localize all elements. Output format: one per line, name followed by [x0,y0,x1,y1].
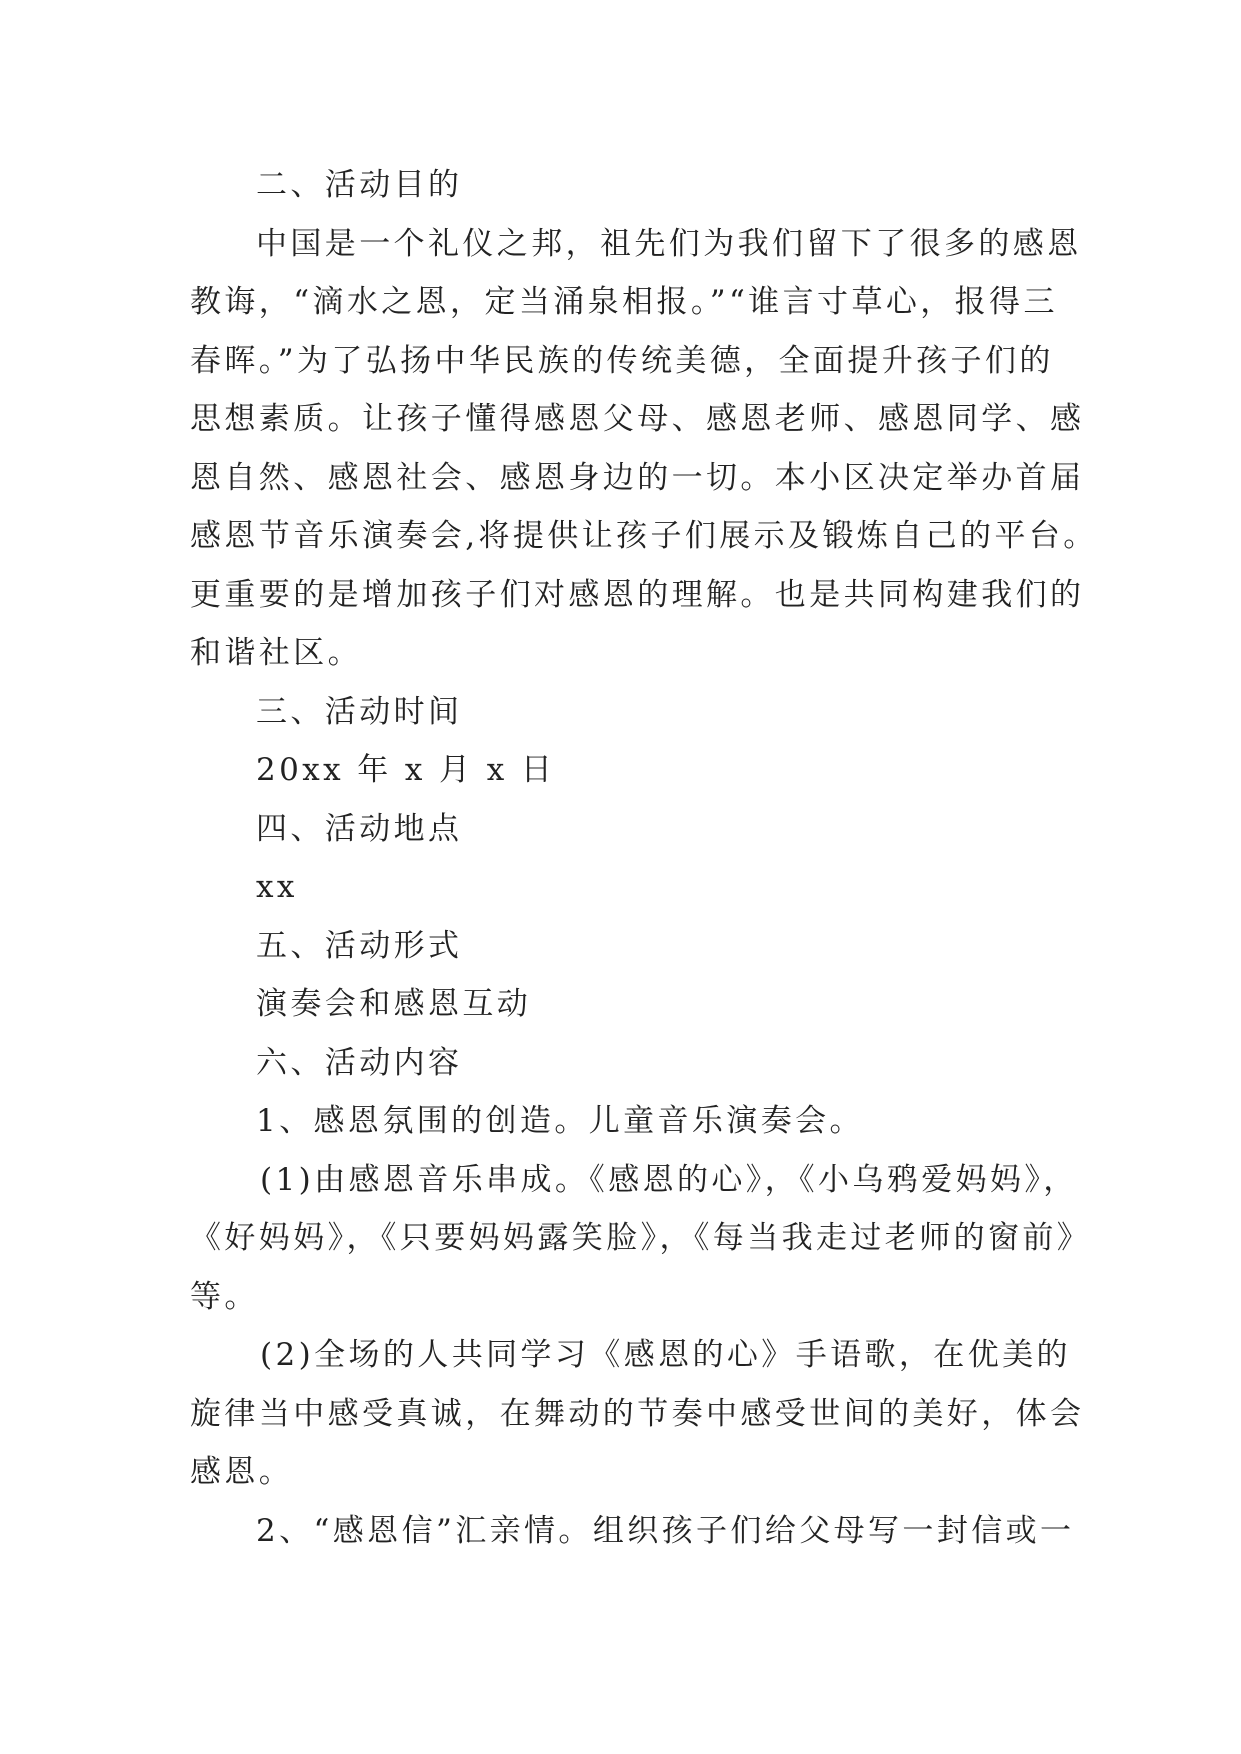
activity-format: 演奏会和感恩互动 [256,986,532,1022]
section-heading-content: 六、活动内容 [256,1044,463,1081]
paragraph-line: 更重要的是增加孩子们对感恩的理解。也是共同构建我们的 [190,576,1085,613]
paragraph-line: 《好妈妈》，《只要妈妈露笑脸》，《每当我走过老师的窗前》 [190,1220,1092,1256]
activity-location: xx [256,869,298,905]
section-heading-purpose: 二、活动目的 [256,167,463,203]
content-subitem-2: (2)全场的人共同学习《感恩的心》手语歌，在优美的 [260,1337,1071,1373]
paragraph-line: 思想素质。让孩子懂得感恩父母、感恩老师、感恩同学、感 [190,401,1085,437]
content-subitem-1: (1)由感恩音乐串成。《感恩的心》，《小乌鸦爱妈妈》， [260,1161,1078,1198]
paragraph-line: 教诲，“滴水之恩，定当涌泉相报。”“谁言寸草心，报得三 [190,284,1058,320]
paragraph-line: 中国是一个礼仪之邦，祖先们为我们留下了很多的感恩 [256,225,1082,262]
content-item-2: 2、“感恩信”汇亲情。组织孩子们给父母写一封信或一 [256,1512,1075,1549]
section-heading-location: 四、活动地点 [256,810,463,847]
paragraph-line: 春晖。”为了弘扬中华民族的传统美德，全面提升孩子们的 [190,342,1054,379]
paragraph-line: 恩自然、感恩社会、感恩身边的一切。本小区决定举办首届 [190,459,1085,496]
section-heading-format: 五、活动形式 [256,927,463,964]
content-item-1: 1、感恩氛围的创造。儿童音乐演奏会。 [256,1103,864,1139]
paragraph-line: 等。 [190,1278,259,1315]
section-heading-time: 三、活动时间 [256,693,463,730]
paragraph-line: 和谐社区。 [190,635,362,671]
paragraph-line: 感恩节音乐演奏会,将提供让孩子们展示及锻炼自己的平台。 [190,518,1098,554]
paragraph-line: 感恩。 [190,1454,294,1490]
paragraph-line: 旋律当中感受真诚，在舞动的节奏中感受世间的美好，体会 [190,1395,1085,1432]
document-body [190,156,1098,1560]
activity-date: 20xx 年 x 月 x 日 [256,752,556,788]
